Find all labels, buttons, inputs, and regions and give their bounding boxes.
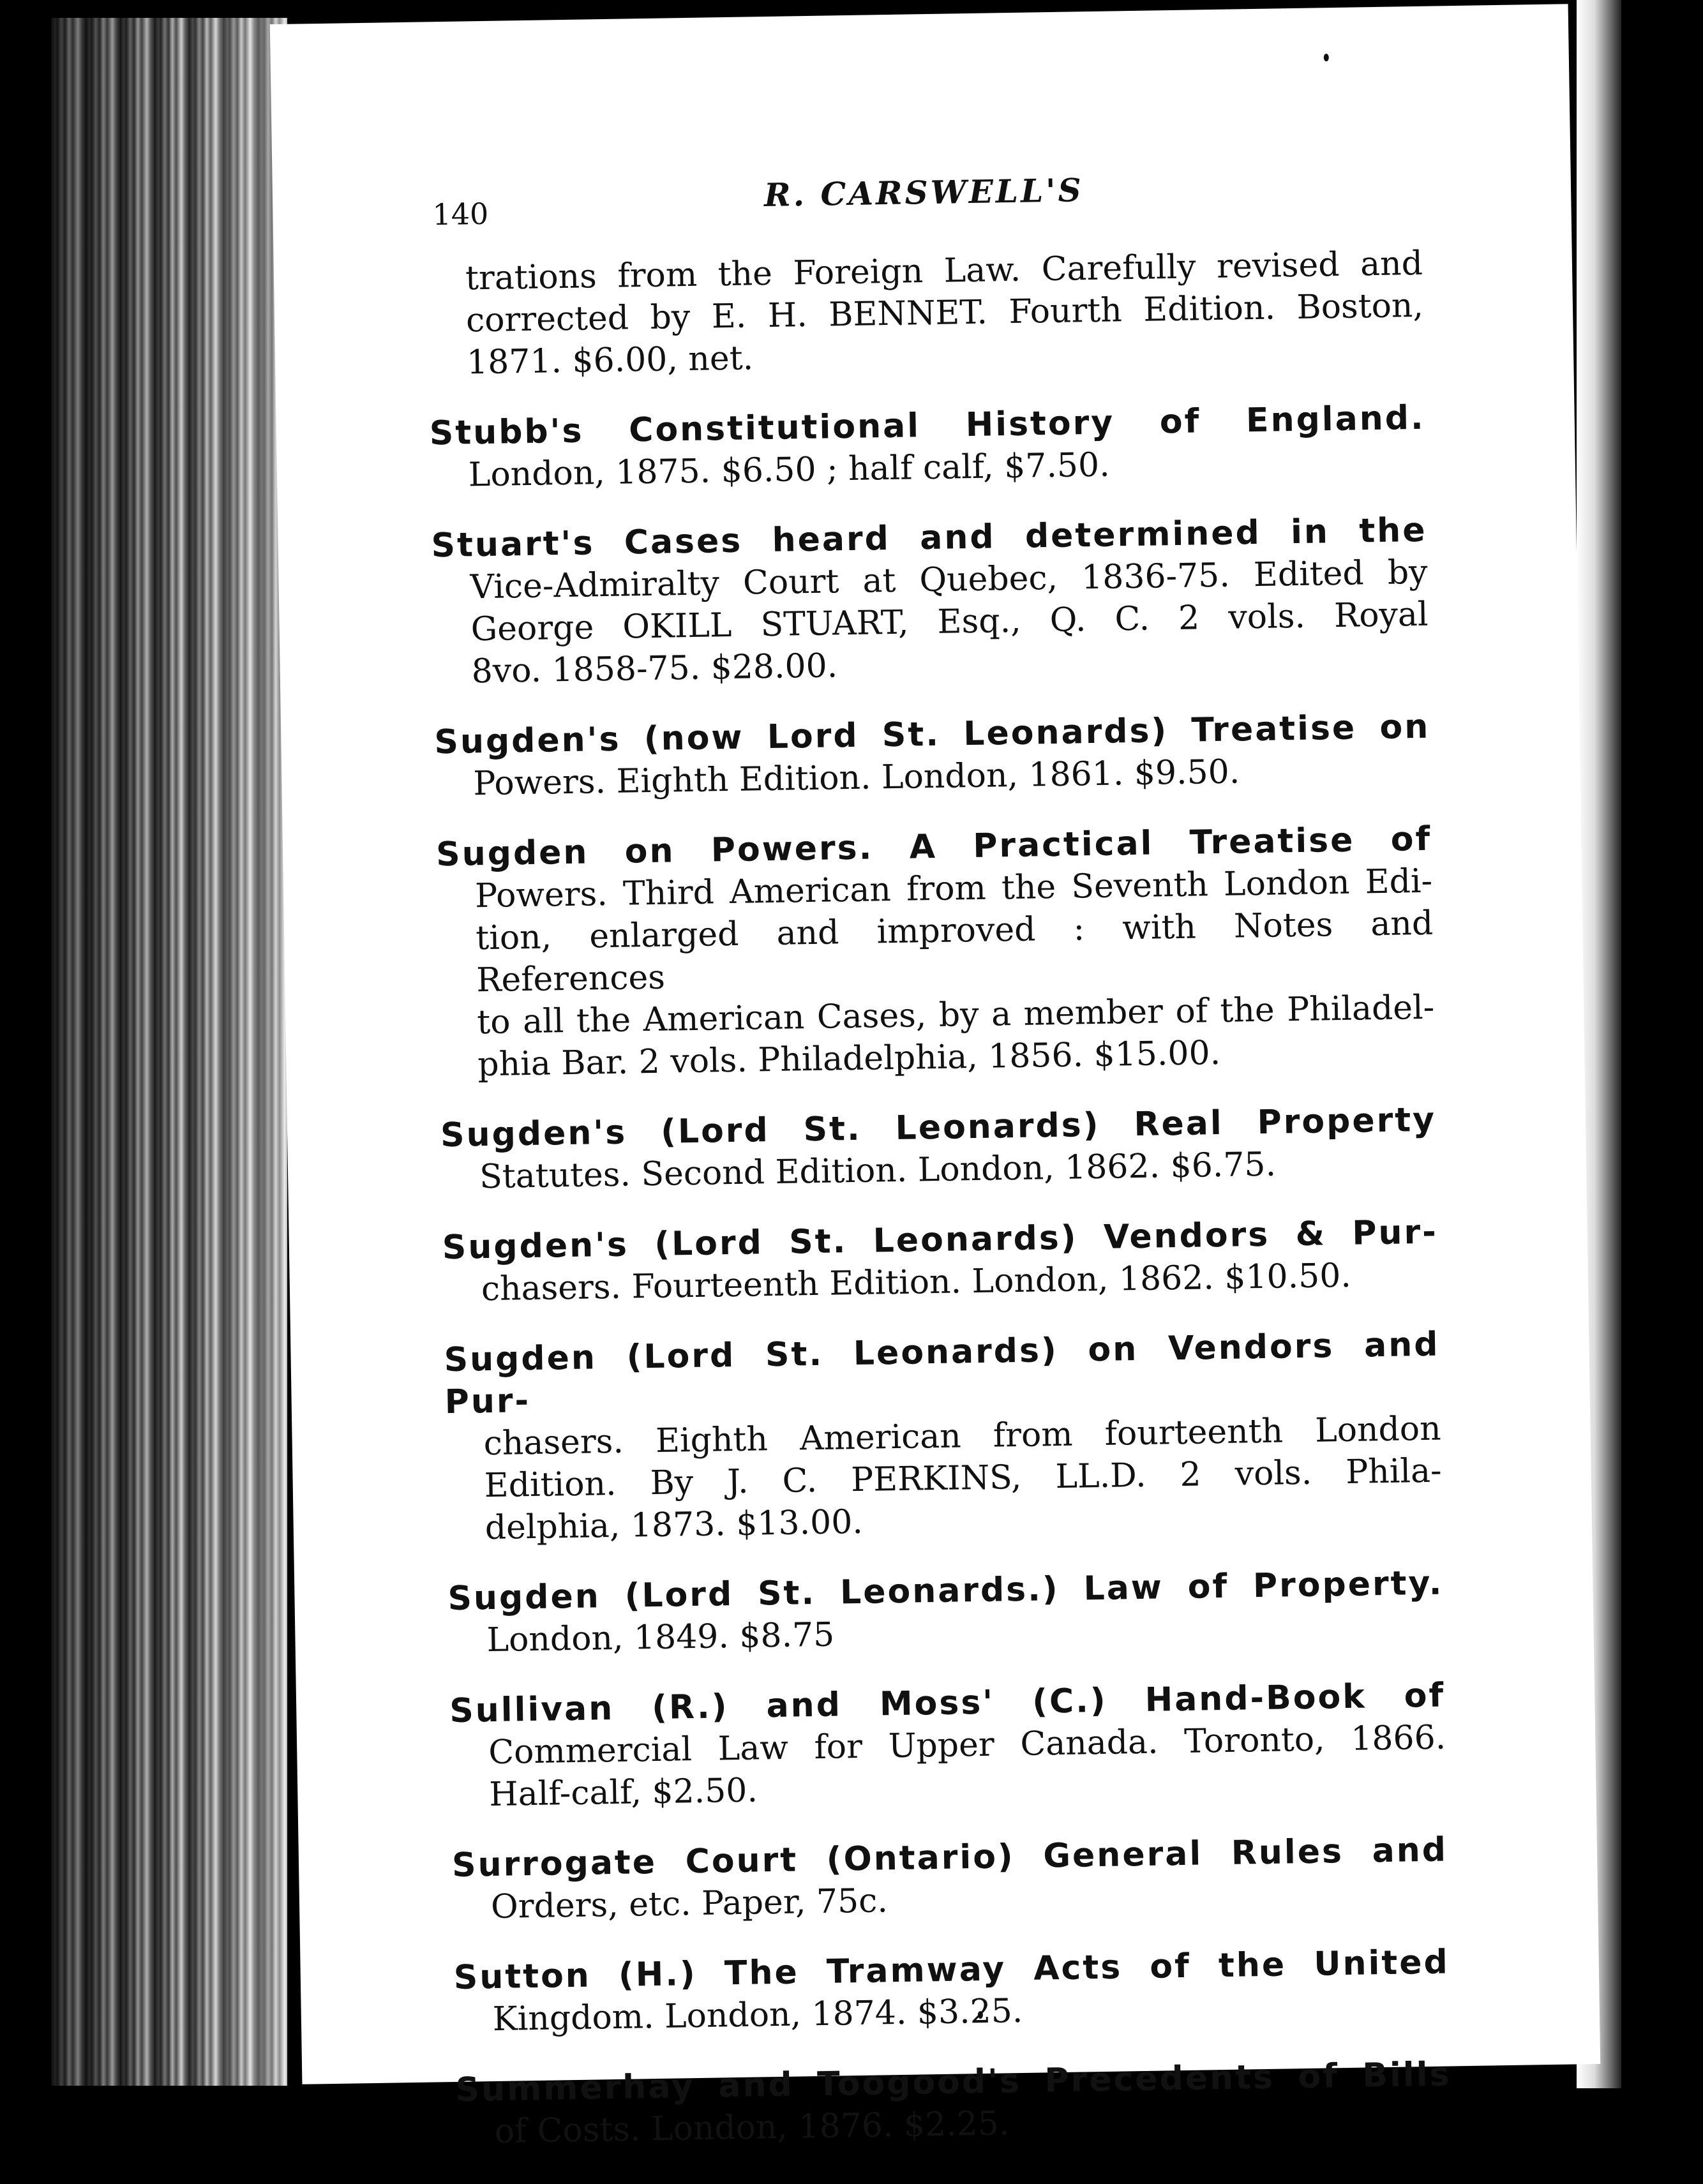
entry-line: Edition. By J. C. PERKINS, LL.D. 2 vols. Phila-	[484, 1451, 1443, 1506]
entry-heading: Sugden's (Lord St. Leonards) Real Property	[440, 1100, 1437, 1155]
entry-line: Powers. Third American from the Seventh London Edi-	[474, 862, 1433, 916]
page-edge-stack	[51, 18, 287, 2086]
entry-line: Vice-Admiralty Court at Quebec, 1836-75. Edited by	[470, 553, 1428, 607]
entry-line: London, 1875. $6.50 ; half calf, $7.50.	[468, 445, 1111, 495]
catalogue-entry	[449, 1675, 1447, 1816]
entry-line: chasers. Eighth American from fourteenth London	[483, 1409, 1442, 1463]
entry-line: delphia, 1873. $13.00.	[484, 1502, 864, 1548]
catalogue-entry	[429, 397, 1426, 497]
running-title: R. CARSWELL'S	[763, 171, 1084, 214]
entry-heading: Sugden (Lord St. Leonards) on Vendors and Pur-	[444, 1325, 1440, 1422]
entry-line: chasers. Fourteenth Edition. London, 1862. $10.50.	[481, 1256, 1352, 1309]
entry-line: of Costs. London, 1876. $2.25.	[494, 2104, 1010, 2151]
book-page	[270, 4, 1600, 2151]
entry-heading: Sugden (Lord St. Leonards.) Law of Property.	[447, 1564, 1444, 1619]
entry-line: phia Bar. 2 vols. Philadelphia, 1856. $15.00.	[477, 1033, 1221, 1084]
entry-line: tion, enlarged and improved : with Notes and References	[475, 904, 1434, 1000]
catalogue-entry	[453, 1941, 1450, 2041]
catalogue-entry	[444, 1324, 1443, 1550]
catalogue-entry	[434, 706, 1431, 805]
entry-line: Commercial Law for Upper Canada. Toronto, 1866.	[488, 1718, 1446, 1772]
entry-heading: Stuart's Cases heard and determined in the	[431, 511, 1427, 565]
entry-line: corrected by E. H. BENNET. Fourth Edition. Boston,	[465, 286, 1424, 340]
entry-heading: Sugden's (now Lord St. Leonards) Treatise on	[434, 707, 1430, 762]
catalogue-entry	[440, 1099, 1437, 1199]
entry-line: Kingdom. London, 1874. $3.25.	[492, 1992, 1023, 2039]
entry-line: Orders, etc. Paper, 75c.	[490, 1881, 889, 1927]
entry-heading: Sugden on Powers. A Practical Treatise of	[435, 819, 1432, 874]
entry-line: 1871. $6.00, net.	[466, 339, 754, 382]
page-number: 140	[432, 196, 489, 232]
entry-heading: Summerhay and Toogood's Precedents of Bills	[455, 2055, 1452, 2110]
catalogue-entry	[427, 243, 1425, 384]
catalogue-entries	[427, 243, 1453, 2181]
catalogue-entry	[436, 818, 1436, 1086]
entry-heading: Stubb's Constitutional History of England.	[429, 398, 1426, 453]
catalogue-entry	[455, 2054, 1452, 2153]
entry-line: 8vo. 1858-75. $28.00.	[471, 647, 838, 691]
entry-heading: Sullivan (R.) and Moss' (C.) Hand-Book of	[449, 1676, 1446, 1731]
catalogue-entry	[431, 509, 1429, 693]
entry-line: Powers. Eighth Edition. London, 1861. $9.50.	[473, 752, 1240, 804]
entry-line: London, 1849. $8.75	[486, 1615, 835, 1660]
entry-line: Half-calf, $2.50.	[488, 1771, 758, 1814]
entry-line: George OKILL STUART, Esq., Q. C. 2 vols. Royal	[470, 595, 1429, 649]
entry-line: to all the American Cases, by a member of the Philadel-	[476, 988, 1435, 1042]
entry-heading: Sutton (H.) The Tramway Acts of the United	[453, 1943, 1450, 1998]
catalogue-entry	[447, 1562, 1444, 1662]
speck-mark	[1324, 54, 1329, 61]
catalogue-entry	[452, 1829, 1449, 1929]
entry-heading: Surrogate Court (Ontario) General Rules and	[451, 1830, 1448, 1885]
entry-heading: Sugden's (Lord St. Leonards) Vendors & Pur-	[442, 1213, 1439, 1268]
entry-line: trations from the Foreign Law. Carefully revised and	[465, 244, 1423, 298]
catalogue-entry	[442, 1211, 1439, 1311]
entry-line: Statutes. Second Edition. London, 1862. $6.75.	[479, 1145, 1277, 1197]
